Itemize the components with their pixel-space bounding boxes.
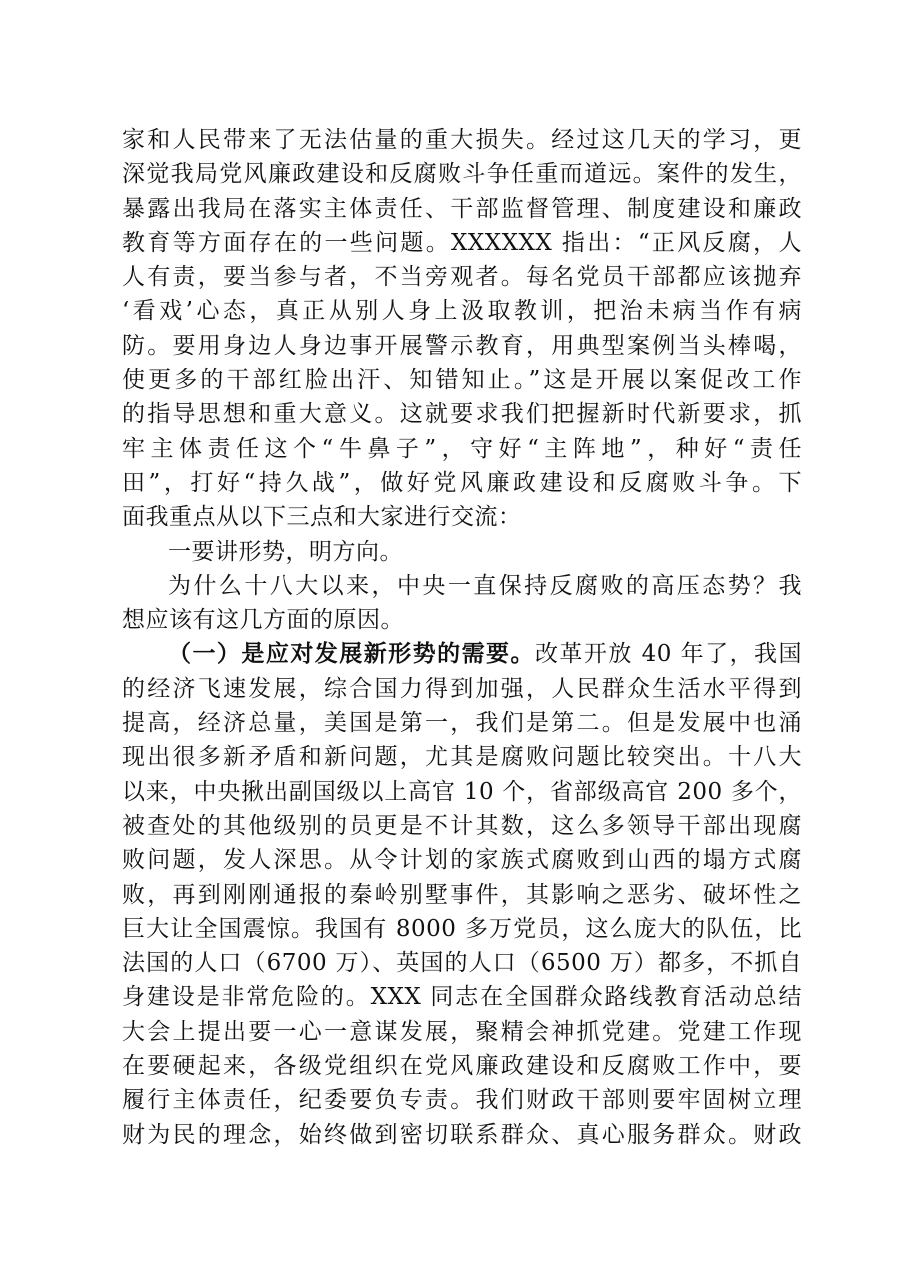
paragraph-line: 在要硬起来，各级党组织在党风廉政建设和反腐败工作中，要 — [122, 1053, 802, 1080]
paragraph-line: 教育等方面存在的一些问题。XXXXXX 指出：“正风反腐，人 — [122, 229, 802, 256]
paragraph-line: 的指导思想和重大意义。这就要求我们把握新时代新要求，抓 — [122, 401, 802, 428]
paragraph-line: 为什么十八大以来，中央一直保持反腐败的高压态势？我 — [168, 572, 802, 599]
paragraph-line: 想应该有这几方面的原因。 — [122, 607, 404, 634]
paragraph-line: 法国的人口（6700 万）、英国的人口（6500 万）都多，不抓自 — [122, 950, 802, 977]
paragraph-line: 大会上提出要一心一意谋发展，聚精会神抓党建。党建工作现 — [122, 1018, 802, 1045]
paragraph-line: 以来，中央揪出副国级以上高官 10 个，省部级高官 200 多个， — [122, 778, 802, 805]
paragraph-line: 身建设是非常危险的。XXX 同志在全国群众路线教育活动总结 — [122, 984, 802, 1011]
paragraph-line: 的经济飞速发展，综合国力得到加强，人民群众生活水平得到 — [122, 675, 802, 702]
paragraph-line: 败，再到刚刚通报的秦岭别墅事件，其影响之恶劣、破坏性之 — [122, 881, 802, 908]
paragraph-line: 一要讲形势，明方向。 — [168, 538, 403, 565]
paragraph-line — [122, 637, 802, 671]
paragraph-line: 被查处的其他级别的员更是不计其数，这么多领导干部出现腐 — [122, 812, 802, 839]
paragraph-line: 深觉我局党风廉政建设和反腐败斗争任重而道远。案件的发生， — [122, 161, 802, 188]
paragraph-line: 防。要用身边人身边事开展警示教育，用典型案例当头棒喝， — [122, 332, 802, 359]
paragraph-line: 巨大让全国震惊。我国有 8000 多万党员，这么庞大的队伍，比 — [122, 915, 802, 942]
paragraph-line: 使更多的干部红脸出汗、知错知止。”这是开展以案促改工作 — [122, 367, 802, 394]
paragraph-line: 牢主体责任这个“牛鼻子”，守好“主阵地”，种好“责任 — [122, 435, 802, 462]
paragraph-line: ‘看戏’心态，真正从别人身上汲取教训，把治未病当作有病 — [122, 298, 802, 325]
paragraph-line: 提高，经济总量，美国是第一，我们是第二。但是发展中也涌 — [122, 710, 802, 737]
paragraph-line: 财为民的理念，始终做到密切联系群众、真心服务群众。财政 — [122, 1121, 802, 1148]
paragraph-line: 败问题，发人深思。从令计划的家族式腐败到山西的塌方式腐 — [122, 847, 802, 874]
paragraph-line: 人有责，要当参与者，不当旁观者。每名党员干部都应该抛弃 — [122, 264, 802, 291]
body-text — [122, 123, 802, 1152]
line-text: 改革开放 40 年了，我国 — [534, 641, 803, 668]
paragraph-line: 面我重点从以下三点和大家进行交流： — [122, 504, 522, 531]
paragraph-line: 田”，打好“持久战”，做好党风廉政建设和反腐败斗争。下 — [122, 469, 802, 496]
section-heading: （一）是应对发展新形势的需要。 — [168, 640, 535, 668]
paragraph-line: 履行主体责任，纪委要负专责。我们财政干部则要牢固树立理 — [122, 1087, 802, 1114]
paragraph-line: 现出很多新矛盾和新问题，尤其是腐败问题比较突出。十八大 — [122, 744, 802, 771]
paragraph-line: 家和人民带来了无法估量的重大损失。经过这几天的学习，更 — [122, 127, 802, 153]
paragraph-line: 暴露出我局在落实主体责任、干部监督管理、制度建设和廉政 — [122, 195, 802, 222]
